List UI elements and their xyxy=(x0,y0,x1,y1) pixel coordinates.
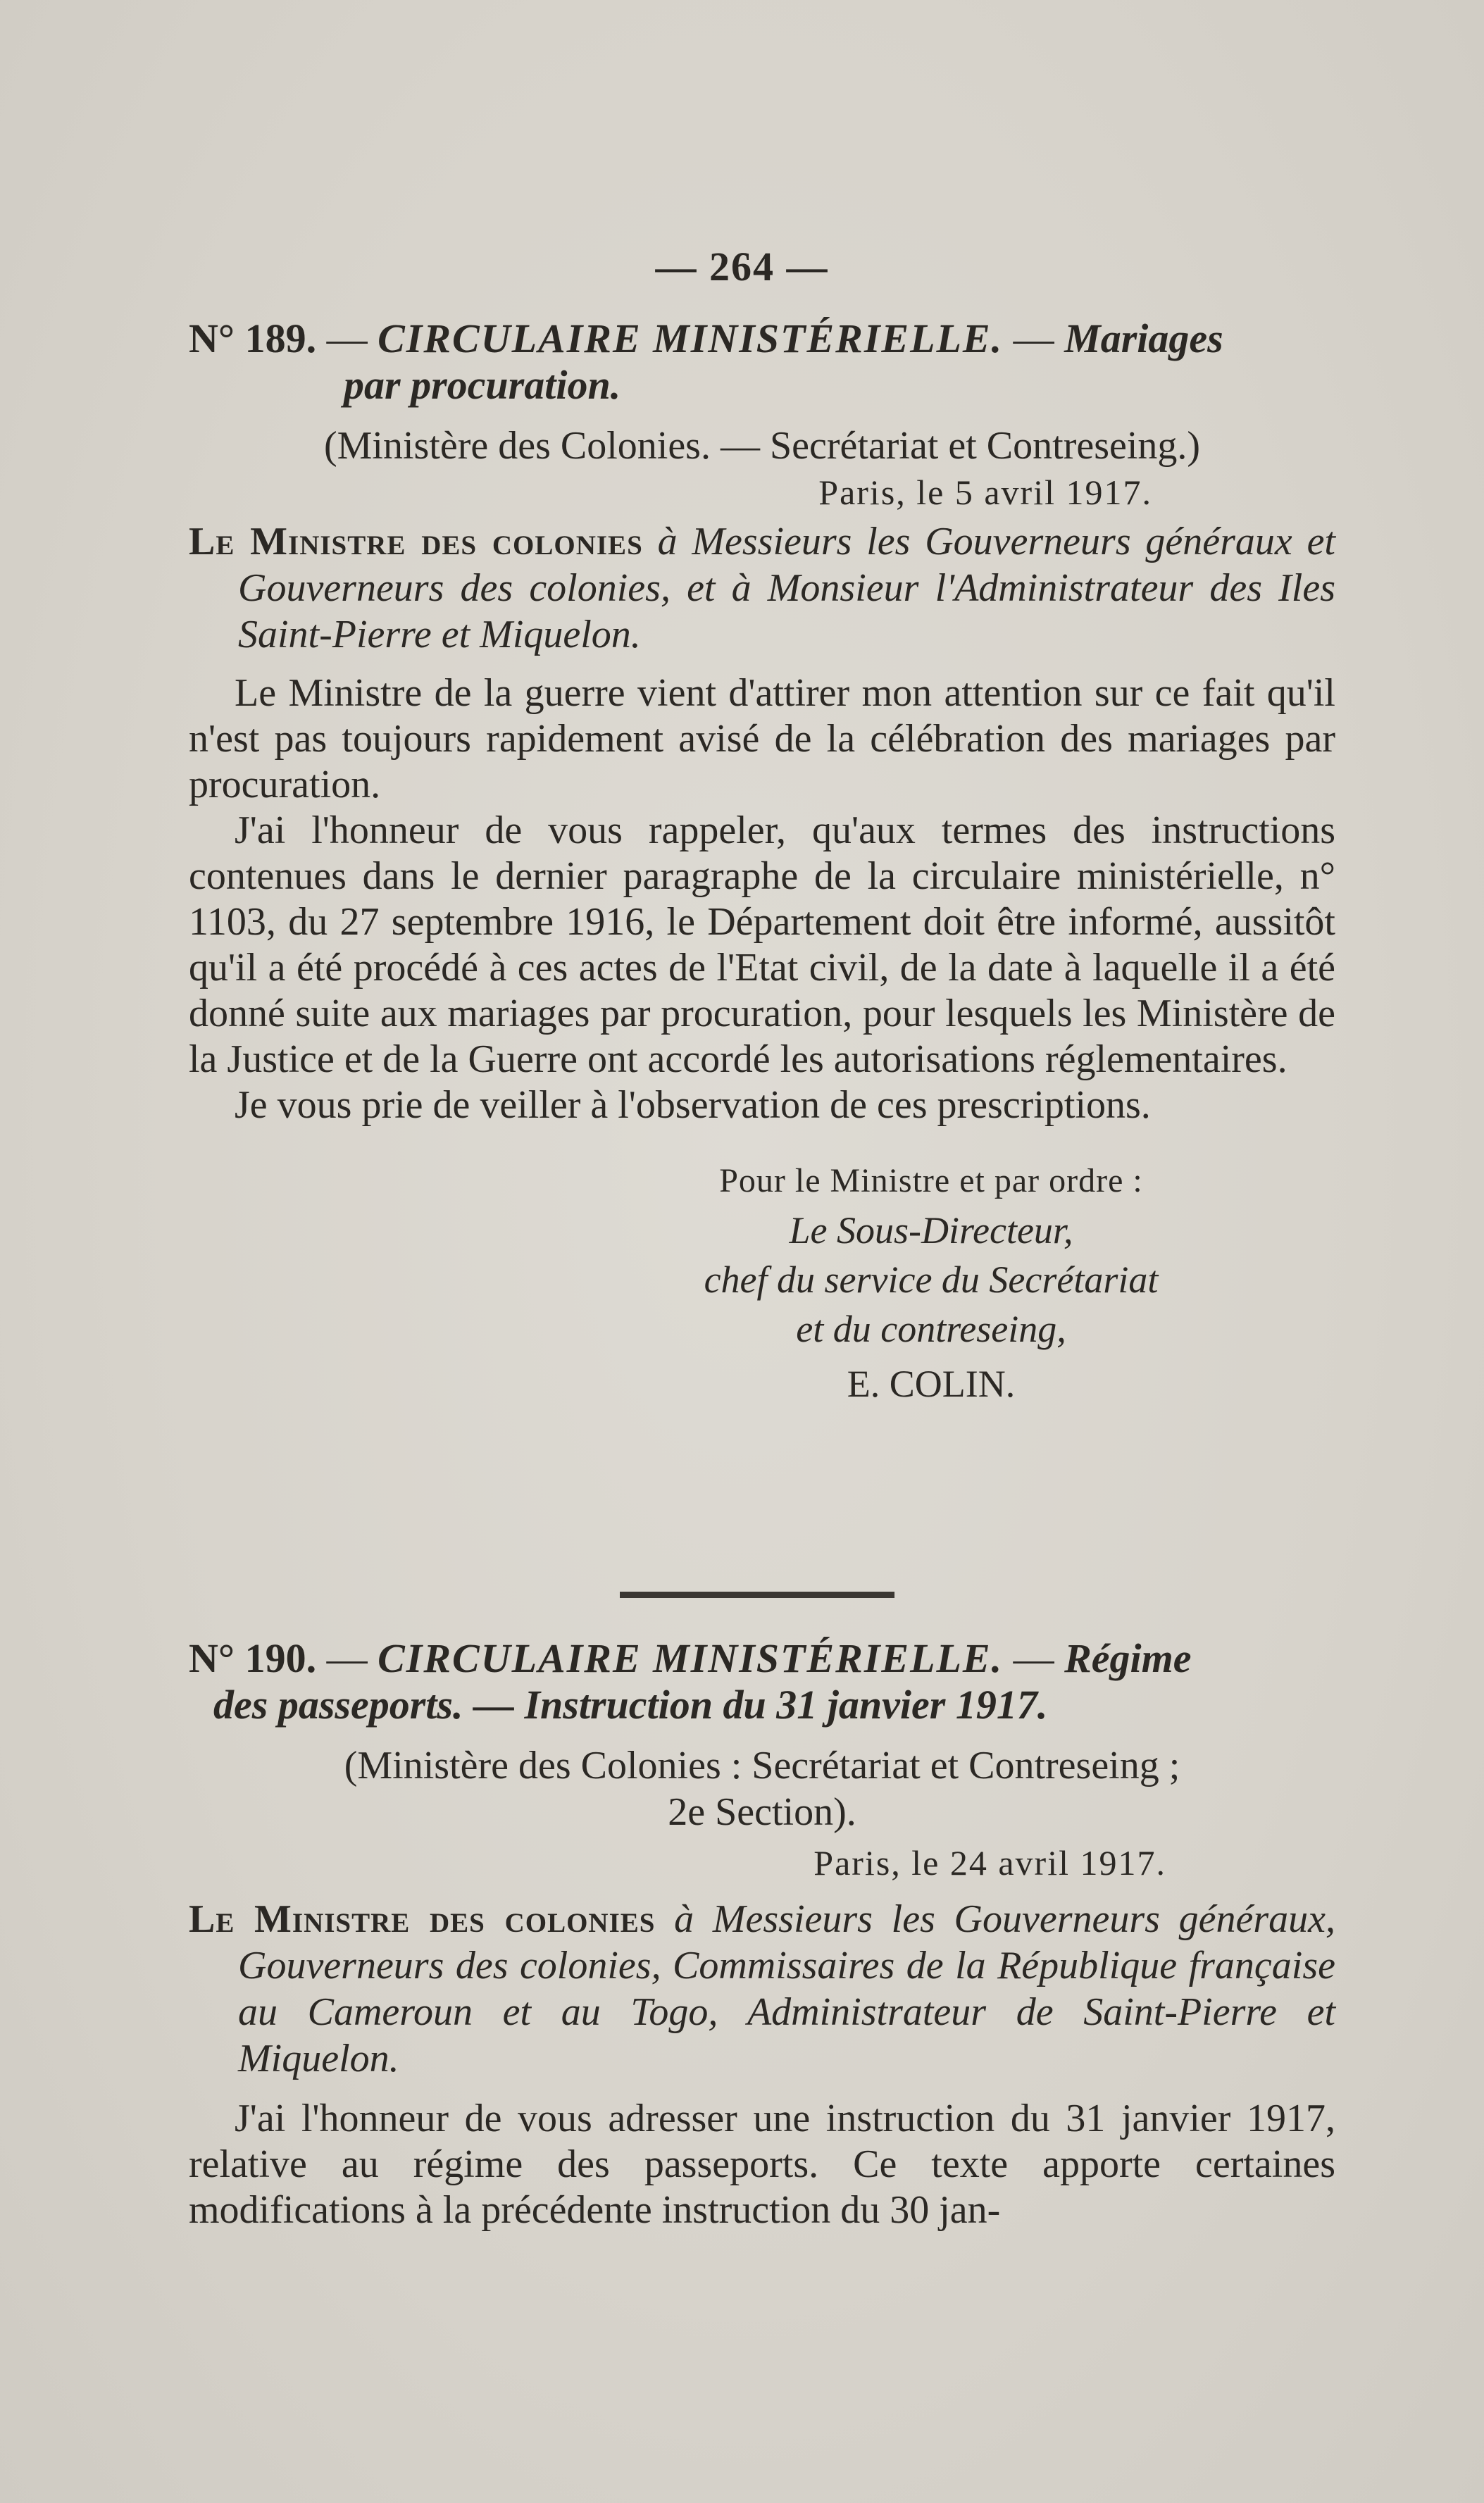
circular-190 xyxy=(189,1635,1335,2233)
circular-189-address-recipients: à Messieurs les Gouverneurs généraux et Gouverneurs des colonies, et à Monsieur l'Administrateur des Iles Saint-Pierre et Miquelon. xyxy=(238,520,1335,656)
circular-190-address xyxy=(189,1896,1335,2082)
circular-189-heading xyxy=(189,316,1335,408)
circular-190-topic-b: des passeports. — Instruction du 31 janvier 1917. xyxy=(213,1682,1048,1728)
circular-189-topic-a: Mariages xyxy=(1064,316,1223,361)
circular-189-dateline: Paris, le 5 avril 1917. xyxy=(818,473,1152,512)
circular-190-dash2: — xyxy=(1013,1635,1054,1681)
section-divider xyxy=(620,1592,894,1598)
circular-189-paragraph-3: Je vous prie de veiller à l'observation de ces prescriptions. xyxy=(235,1083,1151,1127)
circular-189-dash: — xyxy=(326,316,368,361)
circular-189-paragraph-2: J'ai l'honneur de vous rappeler, qu'aux termes des instructions contenues dans le dernier paragraphe de la circulaire ministérielle, n° 1103, du 27 septembre 1916, le Département doit être informé, aussitôt qu'il a été procédé à ces actes de l'Etat civil, de la date à laquelle il a été donné suite aux mariages par procuration, pour lesquels les Ministère de la Justice et de la Guerre ont accordé les autorisations réglementaires. xyxy=(189,809,1335,1081)
circular-190-paragraph-1: J'ai l'honneur de vous adresser une instruction du 31 janvier 1917, relative au régime des passeports. Ce texte apporte certaines modifications à la précédente instruction du 30 jan- xyxy=(189,2097,1335,2232)
circular-190-body xyxy=(189,2096,1335,2233)
circular-189-source: (Ministère des Colonies. — Secrétariat et Contreseing.) xyxy=(323,424,1201,468)
signature-name: E. COLIN. xyxy=(847,1363,1016,1405)
circular-189-topic-b: par procuration. xyxy=(344,362,621,408)
signature-line-3: chef du service du Secrétariat xyxy=(704,1259,1159,1301)
circular-190-topic-a: Régime xyxy=(1064,1635,1192,1681)
circular-190-dash: — xyxy=(326,1635,368,1681)
circular-190-source-line-1: (Ministère des Colonies : Secrétariat et Contreseing ; xyxy=(344,1744,1180,1787)
circular-189-body xyxy=(189,670,1335,1128)
circular-189-dash2: — xyxy=(1013,316,1054,361)
signature-line-2: Le Sous-Directeur, xyxy=(789,1209,1073,1252)
circular-189-kind: CIRCULAIRE MINISTÉRIELLE. xyxy=(378,316,1004,361)
circular-189-address xyxy=(189,518,1335,658)
signature-line-1: Pour le Ministre et par ordre : xyxy=(719,1162,1143,1199)
circular-190-kind: CIRCULAIRE MINISTÉRIELLE. xyxy=(378,1635,1004,1681)
circular-190-address-recipients: à Messieurs les Gouverneurs généraux, Gouverneurs des colonies, Commissaires de la République française au Cameroun et au Togo, Administrateur de Saint-Pierre et Miquelon. xyxy=(238,1897,1335,2080)
page-number: — 264 — xyxy=(655,244,829,289)
circular-190-number: N° 190. xyxy=(189,1635,317,1681)
circular-190-address-sender: Le Ministre des colonies xyxy=(189,1897,656,1941)
circular-189-paragraph-1: Le Ministre de la guerre vient d'attirer mon attention sur ce fait qu'il n'est pas toujours rapidement avisé de la célébration des mariages par procuration. xyxy=(189,671,1335,806)
signature-line-4: et du contreseing, xyxy=(796,1308,1066,1350)
circular-190-dateline: Paris, le 24 avril 1917. xyxy=(813,1843,1166,1883)
circular-189 xyxy=(189,316,1335,1409)
circular-189-signature xyxy=(189,1156,1335,1409)
circular-189-address-sender: Le Ministre des colonies xyxy=(189,520,643,563)
circular-190-source-line-2: 2e Section). xyxy=(668,1790,856,1834)
circular-189-number: N° 189. xyxy=(189,316,317,361)
circular-190-heading xyxy=(189,1635,1335,1728)
